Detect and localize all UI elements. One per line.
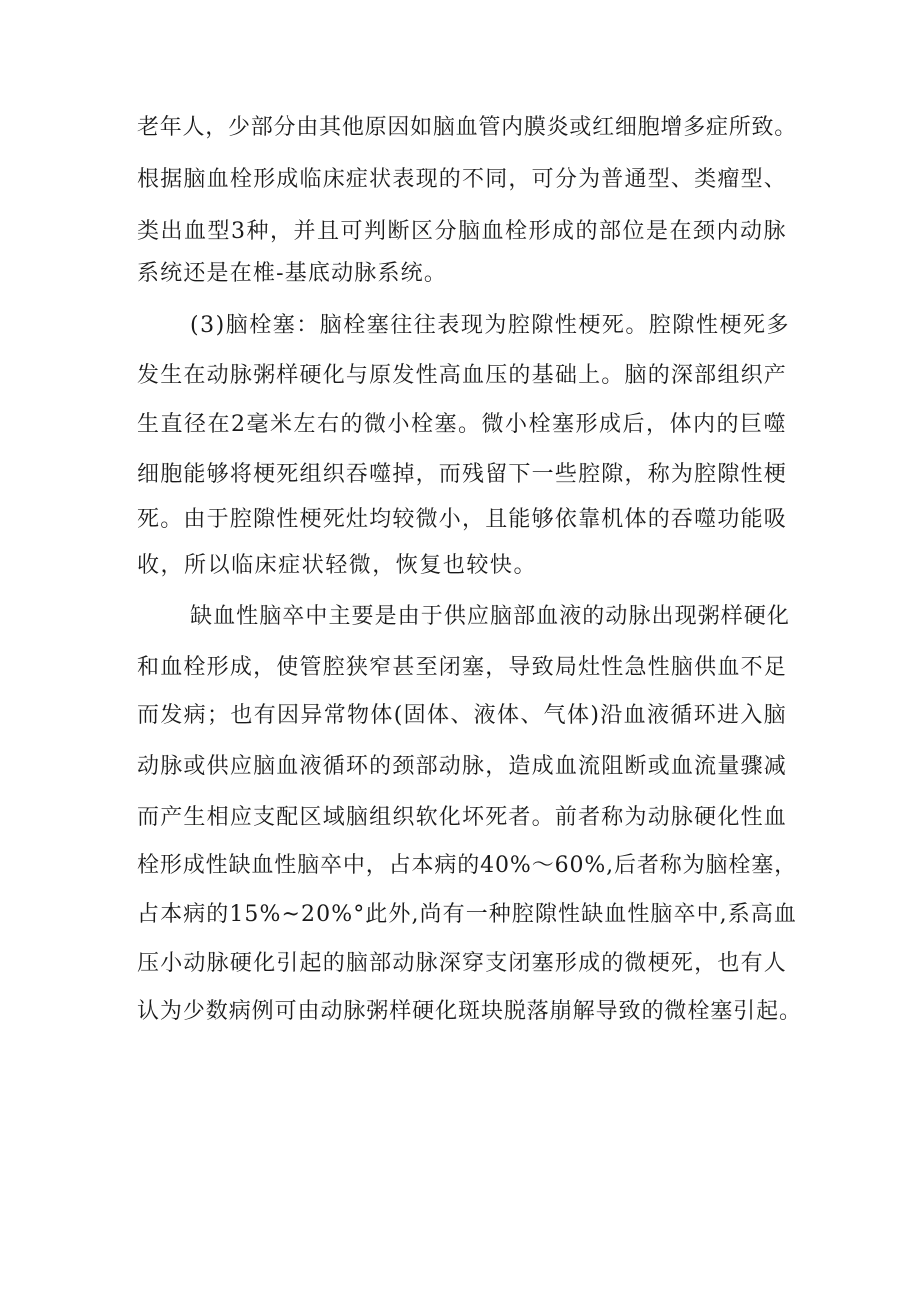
text-line: 而产生相应支配区域脑组织软化坏死者。前者称为动脉硬化性血 xyxy=(137,805,787,830)
text-line: 动脉或供应脑血液循环的颈部动脉，造成血流阻断或血流量骤减 xyxy=(137,754,787,779)
text-line: 细胞能够将梗死组织吞噬掉，而残留下一些腔隙，称为腔隙性梗 xyxy=(137,462,787,487)
text-line: 生直径在2毫米左右的微小栓塞。微小栓塞形成后，体内的巨噬 xyxy=(137,412,787,437)
text-line: 老年人，少部分由其他原因如脑血管内膜炎或红细胞增多症所致。 xyxy=(137,115,797,140)
text-line: 类出血型3种，并且可判断区分脑血栓形成的部位是在颈内动脉 xyxy=(137,219,787,244)
text-line: 压小动脉硬化引起的脑部动脉深穿支闭塞形成的微梗死，也有人 xyxy=(137,951,787,976)
text-line: 发生在动脉粥样硬化与原发性高血压的基础上。脑的深部组织产 xyxy=(137,363,787,388)
text-line: (3)脑栓塞：脑栓塞往往表现为腔隙性梗死。腔隙性梗死多 xyxy=(190,313,790,338)
text-line: 认为少数病例可由动脉粥样硬化斑块脱落崩解导致的微栓塞引起。 xyxy=(137,999,802,1024)
text-line: 和血栓形成，使管腔狭窄甚至闭塞，导致局灶性急性脑供血不足 xyxy=(137,655,787,680)
text-line: 缺血性脑卒中主要是由于供应脑部血液的动脉出现粥样硬化 xyxy=(190,604,790,629)
text-line: 死。由于腔隙性梗死灶均较微小，且能够依靠机体的吞噬功能吸 xyxy=(137,507,787,532)
text-line: 栓形成性缺血性脑卒中，占本病的40%～60%,后者称为脑栓塞， xyxy=(137,853,797,878)
text-line: 占本病的15%~20%°此外,尚有一种腔隙性缺血性脑卒中,系高血 xyxy=(137,902,797,927)
text-line: 根据脑血栓形成临床症状表现的不同，可分为普通型、类瘤型、 xyxy=(137,167,787,192)
text-line: 收，所以临床症状轻微，恢复也较快。 xyxy=(137,553,537,578)
text-line: 系统还是在椎-基底动脉系统。 xyxy=(137,261,447,286)
text-line: 而发病；也有因异常物体(固体、液体、气体)沿血液循环进入脑 xyxy=(137,703,787,728)
